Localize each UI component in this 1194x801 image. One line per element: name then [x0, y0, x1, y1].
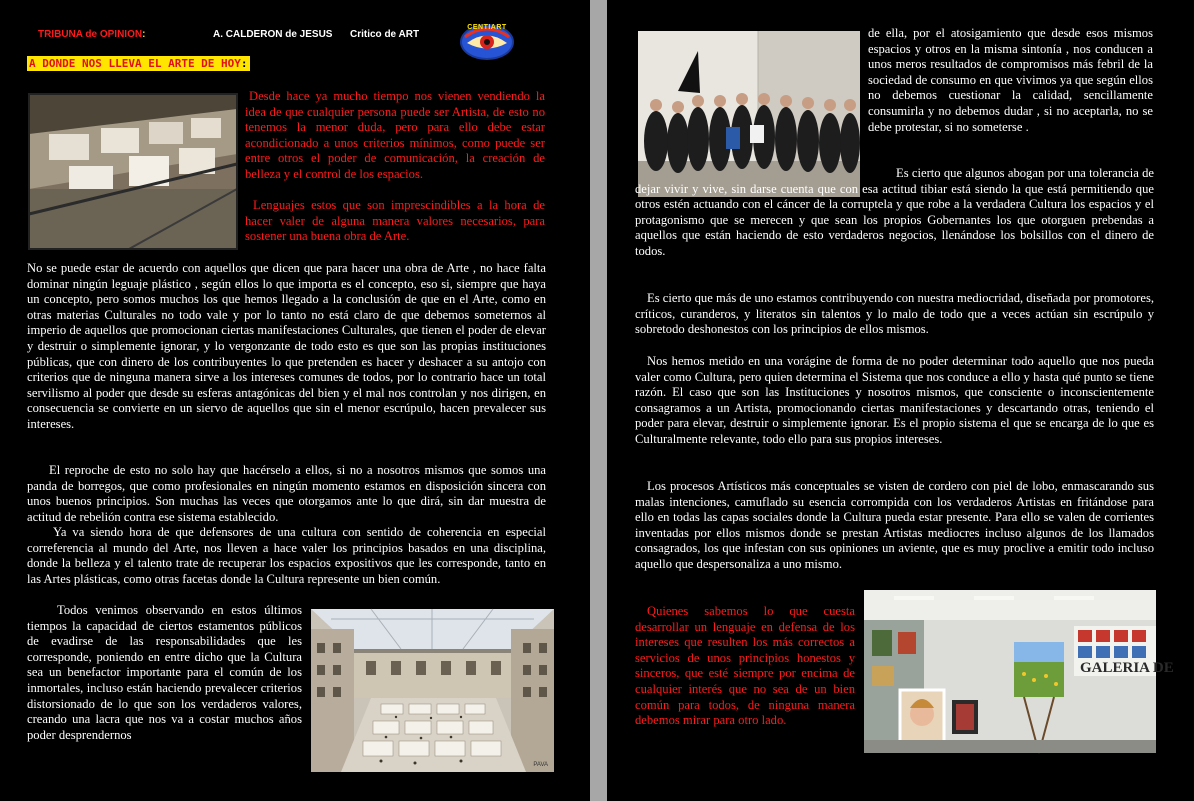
section-label	[38, 29, 145, 40]
section-label-colon: :	[142, 29, 146, 40]
right-paragraph-3: Es cierto que más de uno estamos contribuyendo con nuestra mediocridad, diseñada por promotores, críticos, curanderos, y literatos sin talentos y lo malo de todo que a veces actúan sin escrúpulo y sobretodo deshonestos con los principios de ellos mismos.	[635, 291, 1154, 337]
article-title	[27, 56, 250, 71]
author-role: Critico de ART	[350, 29, 420, 40]
right-paragraph-1: de ella, por el atosigamiento que desde esos mismos espacios y otros en la misma sintonía , nos conducen a unos meros resultados de compromisos más febril de la sociedad de consumo en que vivimos ya que según ellos no debemos cuestionar la calidad, sencillamente consumirla y no debemos dudar , si no aceptarla, no se debe protestar, si no someterse .	[868, 26, 1153, 134]
logo-text: CENTIART	[467, 24, 507, 31]
right-paragraph-2: Es cierto que algunos abogan por una tolerancia de dejar vivir y vive, sin darse cuenta que con esa actitud tibiar está siendo la que está permitiendo que otros estén actuando con el cáncer de la corruptela y que robe a la verdadera Cultura los espacios y el protagonismo que se merecen y que sean los propios Gobernantes los que otorguen prebendas a aquellos que están haciendo de esto verdaderos negocios, llenándose los bolsillos con el dinero de todos.	[635, 166, 1154, 258]
intro-paragraph-2: Lenguajes estos que son imprescindibles a la hora de hacer valer de alguna manera valores necesarios, para sostener una buena obra de Arte.	[245, 198, 545, 244]
article-title-colon: :	[240, 57, 248, 70]
right-paragraph-4: Nos hemos metido en una vorágine de forma de no poder determinar todo aquello que nos pueda valer como Cultura, pero quien determina el Sistema que nos conduce a ello y hasta qué punto se tiene razón. El caso que son las Instituciones y nosotros mismos, que consciente o inconscientemente consagramos a un Artista, promocionando ciertas manifestaciones y descartando otras, teniendo el poder para elevar, destruir o simplemente ignorar. Es el propio sistema el que se encarga de lo que es Culturalmente relevante, todo ello para sus propios intereses.	[635, 354, 1154, 446]
right-paragraph-6: Quienes sabemos lo que cuesta desarrollar un lenguaje en defensa de los intereses que resulten los más correctos a servicios de unos principios honestos y sinceros, que esté siempre por encima de cualquier interés que no sea de un bien común para todos, de ninguna manera debemos mirar para otro lado.	[635, 604, 855, 728]
body-paragraph-1: No se puede estar de acuerdo con aquellos que dicen que para hacer una obra de Arte , no hace falta dominar ningún leguaje plástico , según ellos lo que importa es el concepto, eso si, siempre que haya un concepto, pero somos muchos los que hemos llegado a la conclusión de que en el Arte, como en otras materias Culturales no todo vale y por lo tanto no está claro de que debemos someternos al imperio de aquellos que promocionan ciertas manifestaciones Culturales, que tienen el poder de elevar y destruir o simplemente ignorar, y lo vergonzante de todo esto es que son las propias instituciones públicas, que con dinero de los contribuyentes lo que pretenden es hacer y deshacer a su antojo con criterios que de ninguna manera sirve a los intereses comunes de todos, por lo contrario hace un total servilismo al poder que desde su esferas antagónicas del bien y el mal nos controlan y nos dirigen, en consecuencia se convierte en un siervo de aquellos que sin el menor escrúpulo, hacen prevalecer sus intereses.	[27, 261, 546, 431]
right-page	[607, 0, 1194, 801]
intro-paragraph-1: Desde hace ya mucho tiempo nos vienen vendiendo la idea de que cualquier persona puede ser Artista, de esto no tenemos la menor duda, pero para ello debe estar acondicionado a unos criterios mínimos, como puede ser entre otros el poder de comunicación, la creación de belleza y el control de los espacios.	[245, 89, 545, 181]
page-gutter	[590, 0, 607, 801]
left-page	[0, 0, 590, 801]
article-title-text: A DONDE NOS LLEVA EL ARTE DE HOY	[29, 57, 241, 70]
photo-gallery-interior	[864, 590, 1174, 753]
photo-watermark: PAVA	[533, 762, 548, 768]
right-paragraph-5: Los procesos Artísticos más conceptuales se visten de cordero con piel de lobo, enmascarando sus malas intenciones, camuflado su esencia corrompida con los verdaderos Artistas en fritándose para ello en todas las capas sociales donde la Cultura pueda estar presente. Para ello se valen de corrientes inventadas por ellos mismos donde se prestan Artistas mediocres incluso algunos de los llamados consagrados, los que infestan con sus opiniones un aviente, que es muy proclive a emitir todo incluso aquello que despersonaliza a uno mismo.	[635, 479, 1154, 571]
gallery-sign: GALERIA DE	[1080, 660, 1174, 676]
body-paragraph-2: El reproche de esto no solo hay que hacérselo a ellos, si no a nosotros mismos que somos una panda de borregos, que como profesionales en ningún momento estamos en disposición sincera con unos buenos principios. Son muchas las veces que otorgamos ante lo que dirá, sin dar muestra de actitud de rebelión contra ese sistema establecido.	[27, 463, 546, 524]
photo-art-fair-hall	[29, 94, 237, 249]
body-paragraph-3: Ya va siendo hora de que defensores de una cultura con sentido de coherencia en especial correferencia al mundo del Arte, nos lleven a hace valer los principios basados en una disciplina, donde la belleza y el talento trate de recuperar los espacios expositivos que les corresponde, tanto en las Artes plásticas, como otras facetas donde la Cultura represente un bien común.	[27, 525, 546, 586]
centiart-logo	[459, 23, 515, 61]
section-label-text: TRIBUNA de OPINION	[38, 29, 143, 40]
body-paragraph-4: Todos venimos observando en estos últimos tiempos la capacidad de ciertos estamentos públicos de evadirse de las responsabilidades que les corresponde, poniendo en entre dicho que la Cultura sea un benefactor importante para el común de los inmortales, incluso están haciendo prevalecer criterios distorsionado de lo que son los verdaderos valores, creando una lacra que nos va a costar muchos años poder desprendernos	[27, 603, 302, 742]
photo-atrium-exhibition	[311, 609, 554, 772]
author-name: A. CALDERON de JESUS	[213, 29, 333, 40]
